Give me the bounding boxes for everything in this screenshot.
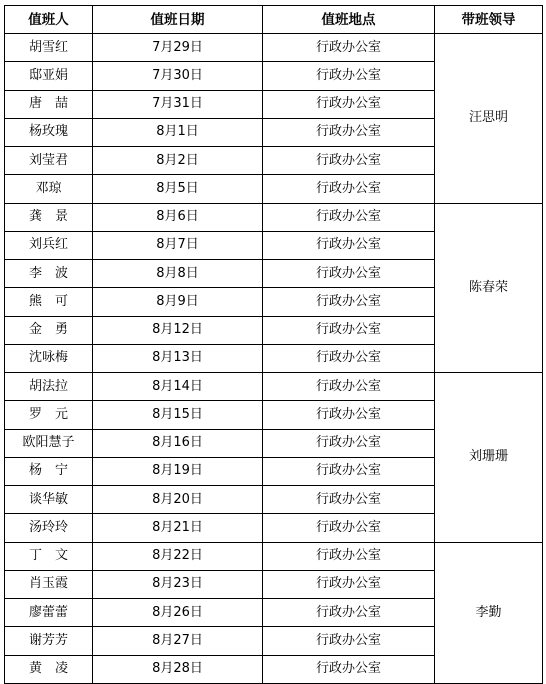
duty-person-cell: 金 勇: [5, 316, 93, 344]
duty-date-cell: 8月21日: [93, 514, 263, 542]
duty-person-cell: 杨玫瑰: [5, 118, 93, 146]
table-row: [5, 203, 543, 231]
duty-date-cell: 8月8日: [93, 260, 263, 288]
duty-location-cell: 行政办公室: [263, 316, 435, 344]
duty-leader-cell: 汪思明: [435, 34, 543, 204]
duty-location-cell: 行政办公室: [263, 429, 435, 457]
duty-location-cell: 行政办公室: [263, 288, 435, 316]
duty-person-cell: 丁 文: [5, 542, 93, 570]
duty-location-cell: 行政办公室: [263, 542, 435, 570]
duty-person-cell: 唐 喆: [5, 90, 93, 118]
duty-location-cell: 行政办公室: [263, 260, 435, 288]
duty-date-cell: 7月31日: [93, 90, 263, 118]
duty-person-cell: 黄 凌: [5, 655, 93, 683]
header-person: 值班人: [5, 6, 93, 34]
duty-person-cell: 熊 可: [5, 288, 93, 316]
duty-person-cell: 胡雪红: [5, 34, 93, 62]
duty-person-cell: 沈咏梅: [5, 344, 93, 372]
duty-date-cell: 8月26日: [93, 599, 263, 627]
duty-date-cell: 8月15日: [93, 401, 263, 429]
duty-date-cell: 8月5日: [93, 175, 263, 203]
duty-date-cell: 8月14日: [93, 373, 263, 401]
duty-person-cell: 谢芳芳: [5, 627, 93, 655]
header-location: 值班地点: [263, 6, 435, 34]
duty-date-cell: 8月9日: [93, 288, 263, 316]
header-leader: 带班领导: [435, 6, 543, 34]
duty-location-cell: 行政办公室: [263, 514, 435, 542]
duty-date-cell: 8月28日: [93, 655, 263, 683]
duty-location-cell: 行政办公室: [263, 118, 435, 146]
duty-location-cell: 行政办公室: [263, 203, 435, 231]
duty-date-cell: 8月23日: [93, 570, 263, 598]
duty-date-cell: 8月27日: [93, 627, 263, 655]
duty-location-cell: 行政办公室: [263, 627, 435, 655]
duty-person-cell: 廖蕾蕾: [5, 599, 93, 627]
duty-location-cell: 行政办公室: [263, 599, 435, 627]
duty-location-cell: 行政办公室: [263, 570, 435, 598]
duty-schedule-table: [4, 5, 543, 684]
duty-location-cell: 行政办公室: [263, 62, 435, 90]
duty-person-cell: 汤玲玲: [5, 514, 93, 542]
duty-date-cell: 8月1日: [93, 118, 263, 146]
duty-date-cell: 8月7日: [93, 231, 263, 259]
duty-person-cell: 邓琼: [5, 175, 93, 203]
duty-date-cell: 8月16日: [93, 429, 263, 457]
table-row: [5, 542, 543, 570]
header-date: 值班日期: [93, 6, 263, 34]
duty-location-cell: 行政办公室: [263, 373, 435, 401]
duty-location-cell: 行政办公室: [263, 175, 435, 203]
duty-person-cell: 肖玉霞: [5, 570, 93, 598]
duty-location-cell: 行政办公室: [263, 457, 435, 485]
duty-person-cell: 刘兵红: [5, 231, 93, 259]
duty-date-cell: 8月19日: [93, 457, 263, 485]
duty-date-cell: 7月29日: [93, 34, 263, 62]
duty-person-cell: 刘莹君: [5, 147, 93, 175]
duty-date-cell: 8月12日: [93, 316, 263, 344]
duty-person-cell: 李 波: [5, 260, 93, 288]
duty-location-cell: 行政办公室: [263, 401, 435, 429]
duty-person-cell: 谈华敏: [5, 486, 93, 514]
duty-date-cell: 8月2日: [93, 147, 263, 175]
duty-location-cell: 行政办公室: [263, 147, 435, 175]
duty-date-cell: 8月20日: [93, 486, 263, 514]
duty-date-cell: 8月6日: [93, 203, 263, 231]
duty-leader-cell: 刘珊珊: [435, 373, 543, 543]
table-body: [5, 34, 543, 684]
duty-date-cell: 8月13日: [93, 344, 263, 372]
duty-person-cell: 邸亚娟: [5, 62, 93, 90]
duty-location-cell: 行政办公室: [263, 486, 435, 514]
duty-person-cell: 罗 元: [5, 401, 93, 429]
table-row: [5, 373, 543, 401]
duty-person-cell: 欧阳慧子: [5, 429, 93, 457]
duty-location-cell: 行政办公室: [263, 655, 435, 683]
duty-date-cell: 7月30日: [93, 62, 263, 90]
duty-location-cell: 行政办公室: [263, 231, 435, 259]
duty-leader-cell: 李勤: [435, 542, 543, 683]
duty-person-cell: 胡法拉: [5, 373, 93, 401]
table-row: [5, 34, 543, 62]
duty-location-cell: 行政办公室: [263, 90, 435, 118]
duty-location-cell: 行政办公室: [263, 344, 435, 372]
duty-date-cell: 8月22日: [93, 542, 263, 570]
table-header: [5, 6, 543, 34]
duty-person-cell: 杨 宁: [5, 457, 93, 485]
duty-leader-cell: 陈春荣: [435, 203, 543, 373]
header-row: [5, 6, 543, 34]
duty-location-cell: 行政办公室: [263, 34, 435, 62]
duty-person-cell: 龚 景: [5, 203, 93, 231]
